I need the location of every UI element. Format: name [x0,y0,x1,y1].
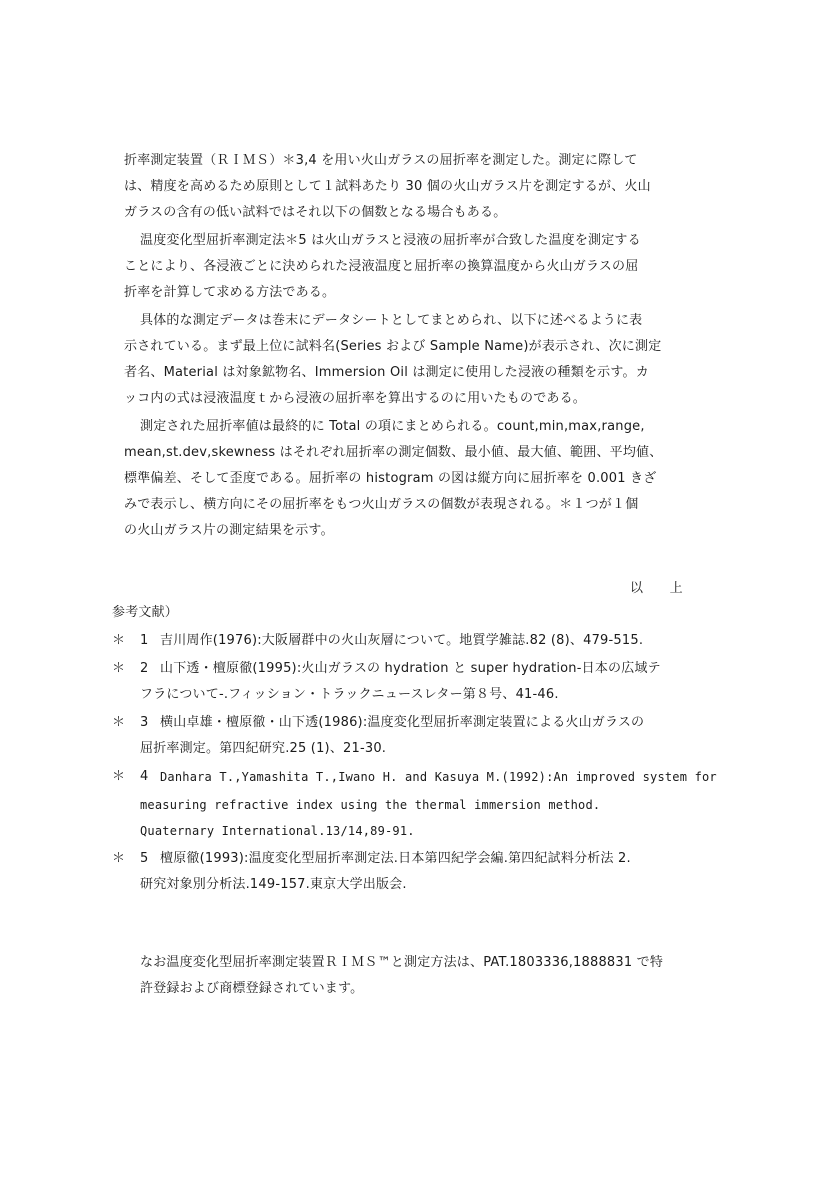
reference-line: measuring refractive index using the thermal immersion method. [140,798,601,812]
reference-asterisk: ＊ [112,633,126,648]
reference-line: 吉川周作(1976):大阪層群中の火山灰層について。地質学雑誌.82 (8)、479-515. [160,633,644,648]
reference-number: 4 [140,769,149,784]
body-line: ッコ内の式は浸液温度ｔから浸液の屈折率を算出するのに用いたものである。 [124,391,587,406]
reference-number: 1 [140,633,149,648]
body-line: 折率を計算して求める方法である。 [124,285,336,300]
body-line: ガラスの含有の低い試料ではそれ以下の個数となる場合もある。 [124,205,507,220]
note-line: なお温度変化型屈折率測定装置ＲＩＭＳ™と測定方法は、PAT.1803336,1888831 で特 [140,955,664,970]
body-line: 示されている。まず最上位に試料名(Series および Sample Name)が表示され、次に測定 [124,339,662,354]
reference-line: Danhara T.,Yamashita T.,Iwano H. and Kasuya M.(1992):An improved system for [160,770,717,784]
body-line: は、精度を高めるため原則として１試料あたり 30 個の火山ガラス片を測定するが、火山 [124,179,651,194]
body-line: 者名、Material は対象鉱物名、Immersion Oil は測定に使用した浸液の種類を示す。カ [124,365,649,380]
reference-line: 横山卓雄・檀原徹・山下透(1986):温度変化型屈折率測定装置による火山ガラスの [160,715,645,730]
reference-number: 5 [140,851,149,866]
references-heading: 参考文献） [112,605,179,620]
body-line: ことにより、各浸液ごとに決められた浸液温度と屈折率の換算温度から火山ガラスの屈 [124,259,639,274]
body-line: 標準偏差、そして歪度である。屈折率の histogram の図は縦方向に屈折率を 0.001 きざ [124,471,657,486]
body-line: みで表示し、横方向にその屈折率をもつ火山ガラスの個数が表現される。＊１つが１個 [124,497,639,512]
closing-mark: 以 上 [630,581,683,596]
reference-line: 研究対象別分析法.149-157.東京大学出版会. [140,877,407,892]
body-line: 具体的な測定データは巻末にデータシートとしてまとめられ、以下に述べるように表 [140,313,643,328]
reference-line: 檀原徹(1993):温度変化型屈折率測定法.日本第四紀学会編.第四紀試料分析法 2. [160,851,631,866]
body-line: mean,st.dev,skewness はそれぞれ屈折率の測定個数、最小値、最大値、範囲、平均値、 [124,445,663,460]
reference-asterisk: ＊ [112,715,126,730]
body-line: の火山ガラス片の測定結果を示す。 [124,523,334,538]
reference-number: 3 [140,715,149,730]
note-line: 許登録および商標登録されています。 [140,981,364,996]
reference-line: Quaternary International.13/14,89-91. [140,824,415,838]
reference-asterisk: ＊ [112,769,126,784]
reference-line: フラについて-.フィッション・トラックニュースレター第８号、41-46. [140,687,559,702]
body-line: 温度変化型屈折率測定法＊5 は火山ガラスと浸液の屈折率が合致した温度を測定する [140,233,641,248]
body-line: 折率測定装置（ＲＩＭＳ）＊3,4 を用い火山ガラスの屈折率を測定した。測定に際して [124,153,638,168]
reference-asterisk: ＊ [112,661,126,676]
reference-asterisk: ＊ [112,851,126,866]
reference-line: 屈折率測定。第四紀研究.25 (1)、21-30. [140,741,387,756]
reference-line: 山下透・檀原徹(1995):火山ガラスの hydration と super hydration-日本の広域テ [160,661,661,676]
body-line: 測定された屈折率値は最終的に Total の項にまとめられる。count,min,max,range, [140,419,645,434]
reference-number: 2 [140,661,149,676]
